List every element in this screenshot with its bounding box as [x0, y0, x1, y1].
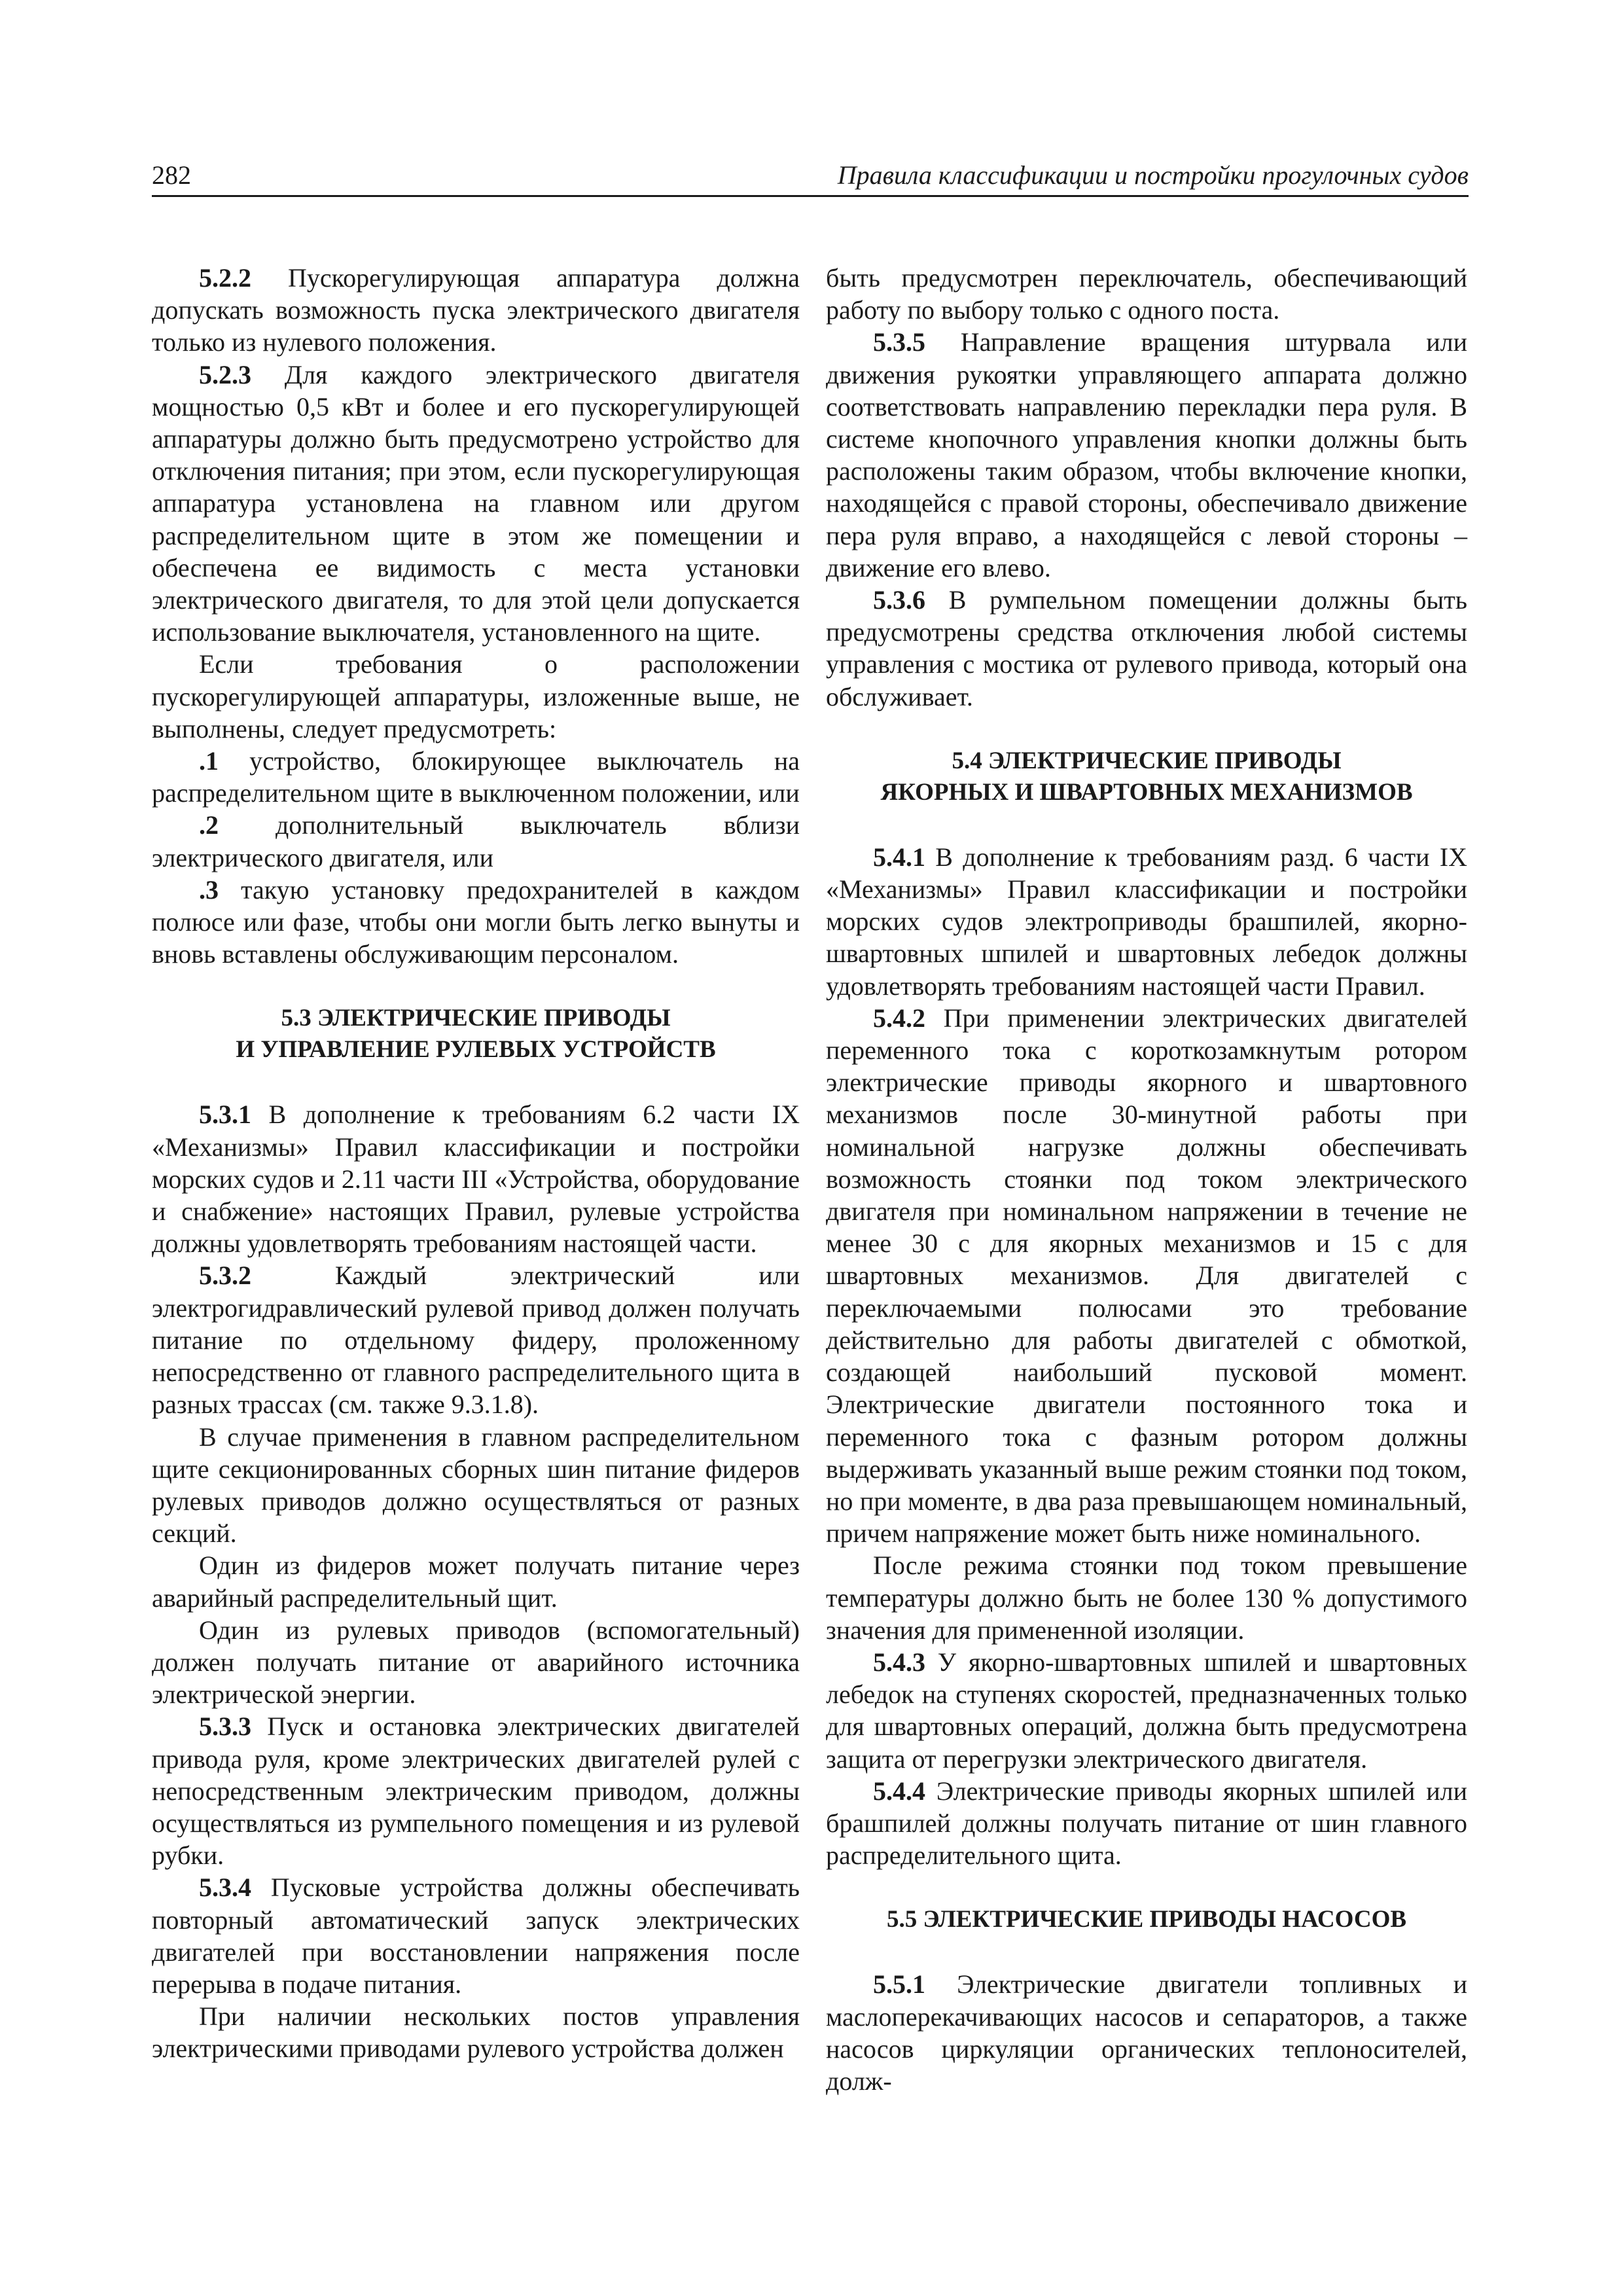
- item-text: дополнительный выключатель вблизи электрического двигателя, или: [152, 810, 800, 872]
- section-heading-5-3: [152, 1003, 800, 1066]
- paragraph: При наличии нескольких постов управления электрическими приводами рулевого устройства должен: [152, 2001, 800, 2064]
- paragraph: В случае применения в главном распределительном щите секционированных сборных шин питание фидеров рулевых приводов должно осуществляться от разных секций.: [152, 1422, 800, 1549]
- paragraph-continued: быть предусмотрен переключатель, обеспечивающий работу по выбору только с одного поста.: [826, 263, 1467, 325]
- page-number: 282: [152, 160, 191, 190]
- clause-text: Для каждого электрического двигателя мощностью 0,5 кВт и более и его пускорегулирующей аппаратуры должно быть предусмотрено устройство для отключения питания; при этом, если пускорегулирующая аппаратура установлена на главном или другом распределительном щите в этом же помещении и обеспечена ее видимость с места установки электрического двигателя, то для этой цели допускается использование выключателя, установленного на щите.: [152, 359, 800, 647]
- page-header: [152, 156, 1469, 197]
- item-text: устройство, блокирующее выключатель на распределительном щите в выключенном положении, или: [152, 746, 800, 808]
- clause-number: 5.4.4: [873, 1776, 925, 1806]
- heading-line: 5.3 ЭЛЕКТРИЧЕСКИЕ ПРИВОДЫ: [281, 1005, 671, 1032]
- item-text: такую установку предохранителей в каждом полюсе или фазе, чтобы они могли быть легко вынуты и вновь вставлены обслуживающим персоналом.: [152, 874, 800, 969]
- clause-number: 5.3.2: [199, 1261, 251, 1291]
- paragraph: Если требования о расположении пускорегулирующей аппаратуры, изложенные выше, не выполнены, следует предусмотреть:: [152, 649, 800, 744]
- clause-number: 5.4.2: [873, 1003, 925, 1033]
- clause-5-3-2: [152, 1259, 800, 1420]
- clause-text: Пусковые устройства должны обеспечивать повторный автоматический запуск электрических двигателей при восстановлении напряжения после перерыва в подаче питания.: [152, 1873, 800, 1999]
- clause-number: 5.3.1: [199, 1100, 251, 1130]
- clause-number: 5.4.3: [873, 1647, 925, 1677]
- clause-5-3-4: [152, 1871, 800, 2000]
- clause-text: В румпельном помещении должны быть предусмотрены средства отключения любой системы управления с мостика от рулевого привода, который она обслуживает.: [826, 585, 1467, 711]
- clause-5-5-1: [826, 1968, 1467, 2097]
- clause-text: Каждый электрический или электрогидравлический рулевой привод должен получать питание по отдельному фидеру, проложенному непосредственно от главного распределительного щита в разных трассах (см. также 9.3.1.8).: [152, 1261, 800, 1420]
- clause-number: 5.5.1: [873, 1969, 925, 2000]
- clause-5-4-1: [826, 841, 1467, 1002]
- paragraph: Один из фидеров может получать питание через аварийный распределительный щит.: [152, 1551, 800, 1613]
- clause-5-3-1: [152, 1098, 800, 1259]
- running-title: Правила классификации и постройки прогулочных судов: [837, 160, 1469, 190]
- clause-text: Пускорегулирующая аппаратура должна допускать возможность пуска электрического двигателя только из нулевого положения.: [152, 263, 800, 357]
- item-number: .2: [199, 810, 219, 840]
- item-number: .3: [199, 874, 219, 905]
- clause-5-4-2: [826, 1002, 1467, 1549]
- heading-line: И УПРАВЛЕНИЕ РУЛЕВЫХ УСТРОЙСТВ: [236, 1036, 716, 1064]
- paragraph: После режима стоянки под током превышение температуры должно быть не более 130 % допустимого значения для примененной изоляции.: [826, 1551, 1467, 1645]
- clause-text: При применении электрических двигателей переменного тока с короткозамкнутым ротором электрические приводы якорного и швартовного механизмов после 30-минутной работы при номинальной нагрузке должны обеспечивать возможность стоянки под током электрического двигателя при номинальном напряжении в течение не менее 30 с для якорных механизмов и 15 с для швартовных механизмов. Для двигателей с переключаемыми полюсами это требование действительно для работы двигателей с обмоткой, создающей наибольший пусковой момент. Электрические двигатели постоянного тока и переменного тока с фазным ротором должны выдерживать указанный выше режим стоянки под током, но при моменте, в два раза превышающем номинальный, причем напряжение может быть ниже номинального.: [826, 1003, 1468, 1549]
- clause-5-3-5: [826, 326, 1467, 584]
- list-item-3: [152, 874, 800, 971]
- clause-5-3-3: [152, 1710, 800, 1871]
- section-heading-5-5: [826, 1904, 1467, 1935]
- clause-5-3-6: [826, 584, 1467, 713]
- clause-5-4-3: [826, 1646, 1467, 1775]
- heading-line: 5.4 ЭЛЕКТРИЧЕСКИЕ ПРИВОДЫ: [952, 747, 1342, 774]
- list-item-1: [152, 745, 800, 809]
- clause-text: В дополнение к требованиям 6.2 части IX «Механизмы» Правил классификации и постройки морских судов и 2.11 части III «Устройства, оборудование и снабжение» настоящих Правил, рулевые устройства должны удовлетворять требованиям настоящей части.: [152, 1100, 800, 1259]
- heading-line: ЯКОРНЫХ И ШВАРТОВНЫХ МЕХАНИЗМОВ: [880, 778, 1413, 806]
- clause-number: 5.3.6: [873, 585, 925, 615]
- clause-text: У якорно-швартовных шпилей и швартовных лебедок на ступенях скоростей, предназначенных только для швартовных операций, должна быть предусмотрена защита от перегрузки электрического двигателя.: [826, 1647, 1467, 1774]
- heading-line: 5.5 ЭЛЕКТРИЧЕСКИЕ ПРИВОДЫ НАСОСОВ: [886, 1906, 1407, 1933]
- clause-number: 5.3.5: [873, 327, 925, 357]
- clause-number: 5.4.1: [873, 842, 925, 872]
- clause-number: 5.2.3: [199, 359, 251, 389]
- clause-text: Электрические двигатели топливных и маслоперекачивающих насосов и сепараторов, а также насосов циркуляции органических теплоносителей, долж-: [826, 1969, 1467, 2096]
- clause-text: Направление вращения штурвала или движения рукоятки управляющего аппарата должно соответствовать направлению перекладки пера руля. В системе кнопочного управления кнопки должны быть расположены таким образом, чтобы включение кнопки, находящейся с правой стороны, обеспечивало движение пера руля вправо, а находящейся с левой стороны – движение его влево.: [826, 327, 1468, 583]
- clause-5-2-3: [152, 359, 800, 649]
- clause-number: 5.2.2: [199, 263, 251, 293]
- right-column: [826, 262, 1467, 2097]
- item-number: .1: [199, 746, 219, 776]
- clause-5-2-2: [152, 262, 800, 359]
- clause-number: 5.3.4: [199, 1873, 251, 1903]
- clause-text: Электрические приводы якорных шпилей или брашпилей должны получать питание от шин главного распределительного щита.: [826, 1776, 1467, 1871]
- clause-number: 5.3.3: [199, 1712, 251, 1742]
- clause-text: Пуск и остановка электрических двигателей привода руля, кроме электрических двигателей рулей с непосредственным электрическим приводом, должны осуществляться из румпельного помещения и из рулевой рубки.: [152, 1712, 800, 1871]
- clause-text: В дополнение к требованиям разд. 6 части IX «Механизмы» Правил классификации и постройки морских судов электроприводы брашпилей, якорно-швартовных шпилей и швартовных лебедок должны удовлетворять требованиям настоящей части Правил.: [826, 842, 1467, 1001]
- paragraph: Один из рулевых приводов (вспомогательный) должен получать питание от аварийного источника электрической энергии.: [152, 1615, 800, 1710]
- section-heading-5-4: [826, 745, 1467, 808]
- left-column: [152, 262, 800, 2065]
- list-item-2: [152, 809, 800, 873]
- clause-5-4-4: [826, 1775, 1467, 1872]
